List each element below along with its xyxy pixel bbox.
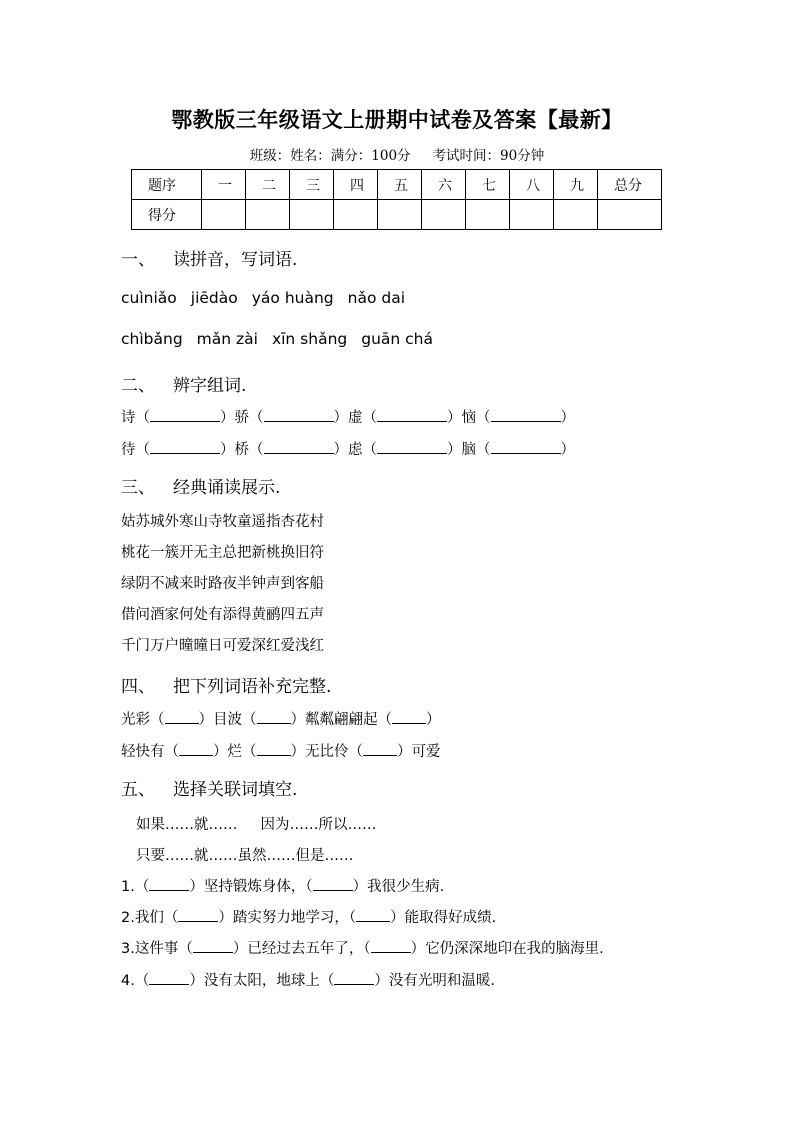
answer-blank[interactable] (356, 907, 390, 922)
pinyin-word: jiēdào (190, 289, 238, 307)
answer-blank[interactable] (150, 439, 220, 454)
question-text: ）它仍深深地印在我的脑海里. (410, 941, 604, 957)
answer-blank[interactable] (165, 709, 199, 724)
question-text: ）没有太阳，地球上（ (189, 973, 335, 989)
question-text: 2.我们（ (121, 910, 179, 926)
section-title: 把下列词语补充完整. (173, 677, 332, 697)
char-text: ）虚（ (333, 410, 377, 426)
word-text: ）目波（ (198, 712, 257, 728)
section-title: 辨字组词. (173, 376, 247, 396)
answer-blank[interactable] (371, 938, 411, 953)
poem-line: 姑苏城外寒山寺牧童遥指杏花村 (121, 514, 324, 530)
answer-blank[interactable] (491, 407, 561, 422)
char-group-row-2 (121, 438, 575, 459)
question-text: ）踏实努力地学习，（ (218, 910, 357, 926)
exam-info (0, 144, 794, 164)
section-number: 二、 (121, 376, 155, 396)
score-header-cell: 三 (290, 170, 334, 200)
score-cell[interactable] (554, 200, 598, 230)
page-title: 鄂教版三年级语文上册期中试卷及答案【最新】 (171, 107, 623, 132)
question-text: ）坚持锻炼身体，（ (189, 879, 313, 895)
answer-blank[interactable] (313, 876, 353, 891)
pinyin-word: mǎn zài (196, 330, 258, 348)
score-cell[interactable] (378, 200, 422, 230)
score-header-cell: 五 (378, 170, 422, 200)
score-header-cell: 一 (202, 170, 246, 200)
answer-blank[interactable] (149, 970, 189, 985)
answer-blank[interactable] (264, 439, 334, 454)
score-header-cell: 总分 (598, 170, 662, 200)
word-text: ）无比伶（ (290, 744, 363, 760)
score-header-cell: 九 (554, 170, 598, 200)
question-3 (121, 937, 604, 958)
char-text: ） (560, 442, 575, 458)
pinyin-word: xīn shǎng (271, 330, 348, 348)
answer-blank[interactable] (363, 741, 397, 756)
pinyin-word: cuìniǎo (121, 289, 177, 307)
score-cell[interactable] (202, 200, 246, 230)
score-table-score-row (132, 200, 662, 230)
question-4 (121, 969, 495, 990)
class-name-score-info: 班级：姓名：满分：100分 (249, 148, 411, 164)
word-text: ）可爱 (397, 744, 441, 760)
section-number: 一、 (121, 250, 155, 270)
question-text: 3.这件事（ (121, 941, 193, 957)
section-4-heading (121, 672, 331, 697)
question-2 (121, 906, 496, 927)
char-text: ）恼（ (447, 410, 491, 426)
score-table-header-row (132, 170, 662, 200)
char-text: ）虑（ (333, 442, 377, 458)
answer-blank[interactable] (149, 876, 189, 891)
question-text: ）能取得好成绩. (390, 910, 497, 926)
answer-blank[interactable] (392, 709, 426, 724)
pinyin-row-1 (121, 289, 419, 307)
answer-blank[interactable] (377, 407, 447, 422)
char-text: ）骄（ (220, 410, 264, 426)
score-table (131, 169, 662, 230)
char-text: 待（ (121, 442, 150, 458)
answer-blank[interactable] (491, 439, 561, 454)
char-text: ）脑（ (447, 442, 491, 458)
section-number: 五、 (121, 780, 155, 800)
exam-time-info: 考试时间：90分钟 (432, 148, 545, 164)
section-1-heading (121, 245, 297, 270)
section-title: 经典诵读展示. (173, 478, 281, 498)
poem-line: 绿阴不减来时路夜半钟声到客船 (121, 576, 324, 592)
score-cell[interactable] (422, 200, 466, 230)
char-text: ）桥（ (220, 442, 264, 458)
answer-blank[interactable] (334, 970, 374, 985)
pinyin-word: nǎo dai (347, 289, 406, 307)
score-header-cell: 题序 (132, 170, 202, 200)
word-text: ）粼粼翩翩起（ (290, 712, 392, 728)
score-header-cell: 七 (466, 170, 510, 200)
char-text: 诗（ (121, 410, 150, 426)
question-text: ）已经过去五年了，（ (232, 941, 371, 957)
poem-line: 借问酒家何处有添得黄鹂四五声 (121, 607, 324, 623)
score-row-label: 得分 (132, 200, 202, 230)
answer-blank[interactable] (150, 407, 220, 422)
conjunction-options-1: 如果……就…… 因为……所以…… (136, 817, 377, 833)
poem-line: 桃花一簇开无主总把新桃换旧符 (121, 545, 324, 561)
pinyin-row-2 (121, 330, 447, 348)
score-cell[interactable] (510, 200, 554, 230)
pinyin-word: guān chá (361, 330, 434, 348)
answer-blank[interactable] (257, 709, 291, 724)
question-text: 4.（ (121, 973, 150, 989)
score-cell[interactable] (466, 200, 510, 230)
question-text: 1.（ (121, 879, 150, 895)
question-text: ）没有光明和温暖. (374, 973, 495, 989)
question-1 (121, 875, 444, 896)
word-complete-row-1 (121, 708, 441, 729)
pinyin-word: chìbǎng (121, 330, 183, 348)
word-complete-row-2 (121, 740, 441, 761)
score-cell[interactable] (246, 200, 290, 230)
section-3-heading (121, 473, 280, 498)
word-text: 光彩（ (121, 712, 165, 728)
score-cell[interactable] (334, 200, 378, 230)
char-group-row-1 (121, 406, 575, 427)
word-text: ） (426, 712, 441, 728)
answer-blank[interactable] (264, 407, 334, 422)
section-number: 三、 (121, 478, 155, 498)
section-5-heading (121, 775, 297, 800)
score-cell[interactable] (290, 200, 334, 230)
section-2-heading (121, 371, 246, 396)
score-cell[interactable] (598, 200, 662, 230)
answer-blank[interactable] (193, 938, 233, 953)
section-title: 读拼音，写词语. (173, 250, 298, 270)
score-header-cell: 八 (510, 170, 554, 200)
poem-line: 千门万户曈曈日可爱深红爱浅红 (121, 638, 324, 654)
answer-blank[interactable] (179, 741, 213, 756)
question-text: ）我很少生病. (352, 879, 445, 895)
score-header-cell: 六 (422, 170, 466, 200)
score-header-cell: 二 (246, 170, 290, 200)
pinyin-word: yáo huàng (251, 289, 334, 307)
word-text: ）烂（ (213, 744, 257, 760)
char-text: ） (560, 410, 575, 426)
word-text: 轻快有（ (121, 744, 179, 760)
section-title: 选择关联词填空. (173, 780, 298, 800)
answer-blank[interactable] (257, 741, 291, 756)
score-header-cell: 四 (334, 170, 378, 200)
section-number: 四、 (121, 677, 155, 697)
conjunction-options-2: 只要……就……虽然……但是…… (136, 848, 354, 864)
answer-blank[interactable] (178, 907, 218, 922)
answer-blank[interactable] (377, 439, 447, 454)
